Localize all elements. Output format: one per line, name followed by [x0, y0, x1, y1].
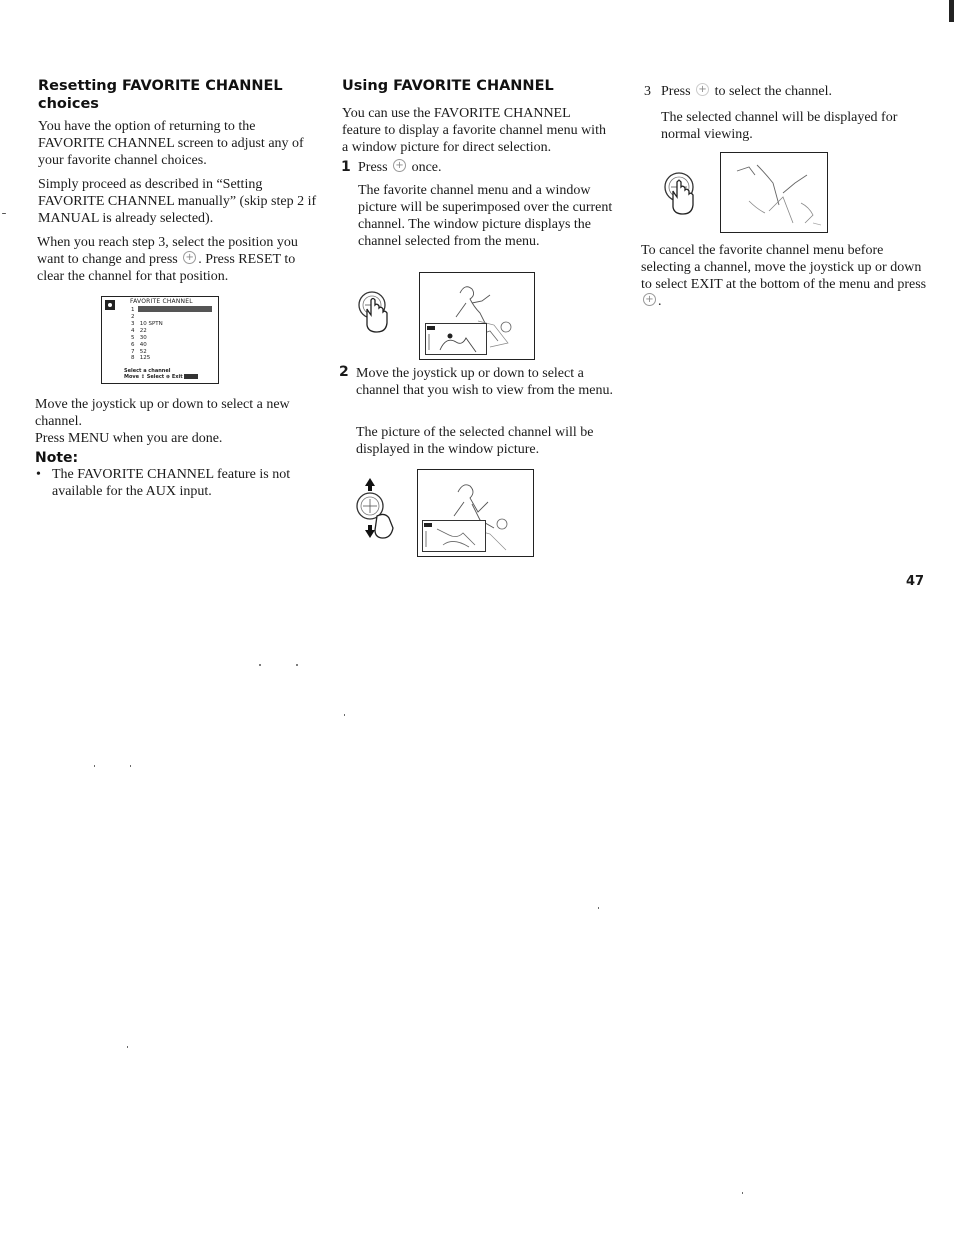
menu-footer — [124, 374, 198, 380]
step-1-text-b: once. — [411, 160, 442, 175]
menu-row: 5 30 — [131, 335, 147, 341]
scan-speck — [94, 765, 95, 767]
joystick-press-icon — [659, 167, 709, 219]
section-heading-resetting: Resetting FAVORITE CHANNEL choices — [38, 78, 283, 112]
menu-title: FAVORITE CHANNEL — [130, 298, 193, 305]
left-para-1-text: You have the option of returning to the FAVORITE CHANNEL screen to adjust any of your favorite channel choices. — [38, 119, 304, 168]
step-1-number: 1 — [341, 159, 351, 175]
scan-speck — [344, 714, 345, 716]
joystick-button-icon — [696, 83, 709, 96]
joystick-press-icon — [355, 285, 405, 340]
joystick-updown-icon — [353, 476, 405, 542]
left-para-2 — [38, 176, 320, 227]
menu-tv-icon — [105, 300, 115, 310]
step-2-number: 2 — [339, 364, 349, 380]
joystick-button-icon — [183, 251, 196, 264]
step-3-number: 3 — [644, 84, 651, 99]
menu-select-text: Select a channel — [124, 368, 171, 374]
left-para-4a-text: Move the joystick up or down to select a new channel. — [35, 397, 290, 429]
scan-speck — [127, 1046, 128, 1048]
left-para-3-text-a: When you reach step 3, select the position you want to change and press — [37, 235, 298, 267]
joystick-button-icon — [393, 159, 406, 172]
step-3-detail: The selected channel will be displayed for normal viewing. — [661, 110, 898, 142]
scan-speck — [742, 1192, 743, 1194]
window-picture-inset — [425, 323, 487, 355]
scan-speck — [598, 907, 599, 909]
step-3-text-a: Press — [661, 84, 691, 99]
menu-row: 4 22 — [131, 328, 147, 334]
tv-screen-illustration-3 — [720, 152, 828, 233]
scan-speck — [259, 664, 261, 666]
menu-row: 1 — [131, 307, 135, 313]
left-para-4 — [35, 396, 320, 447]
step-1-text-a: Press — [358, 160, 388, 175]
left-para-1 — [38, 118, 318, 169]
cancel-text-b: . — [658, 294, 662, 309]
tv-screen-illustration-1 — [419, 272, 535, 360]
menu-row: 7 52 — [131, 349, 147, 355]
window-picture-drawing-2 — [423, 521, 485, 551]
note-heading: Note: — [35, 450, 79, 466]
joystick-button-icon — [643, 293, 656, 306]
menu-row: 3 10 SPTN — [131, 321, 163, 327]
left-para-4b-text: Press MENU when you are done. — [35, 431, 223, 446]
cancel-paragraph — [641, 242, 927, 310]
middle-intro: You can use the FAVORITE CHANNEL feature to display a favorite channel menu with a window picture for direct selection. — [342, 106, 606, 155]
left-para-3 — [37, 234, 313, 285]
section-heading-using: Using FAVORITE CHANNEL — [342, 78, 554, 94]
scan-speck — [296, 664, 298, 666]
menu-row: 8 125 — [131, 355, 151, 361]
menu-row: 2 — [131, 314, 135, 320]
window-picture-inset-2 — [422, 520, 486, 552]
left-para-3-text-b: . Press RESET to clear the channel for that position. — [37, 252, 296, 284]
menu-footer-text: Move ↕ Select ⊕ Exit — [124, 374, 183, 380]
scan-speck — [130, 765, 131, 767]
menu-row: 6 40 — [131, 342, 147, 348]
step-3-text-b: to select the channel. — [714, 84, 832, 99]
step-2-detail: The picture of the selected channel will be displayed in the window picture. — [356, 425, 594, 457]
page-edge-mark — [949, 0, 954, 22]
left-para-2-text: Simply proceed as described in “Setting FAVORITE CHANNEL manually” (skip step 2 if MANUAL is already selected). — [38, 177, 317, 226]
tv-screen-illustration-2 — [417, 469, 534, 557]
favorite-channel-menu-illustration — [101, 296, 219, 384]
note-bullet: • — [36, 467, 41, 482]
window-picture-drawing — [426, 324, 486, 354]
tv-scene-drawing-3 — [721, 153, 827, 232]
cancel-text-a: To cancel the favorite channel menu before selecting a channel, move the joystick up or down to select EXIT at the bottom of the menu and press — [641, 243, 927, 292]
note-text: The FAVORITE CHANNEL feature is not available for the AUX input. — [52, 467, 291, 499]
menu-exit-box — [184, 374, 198, 379]
menu-highlight-bar — [138, 306, 212, 312]
step-2-text: Move the joystick up or down to select a channel that you wish to view from the menu. — [356, 366, 613, 398]
page-number: 47 — [906, 574, 925, 589]
scan-speck — [2, 213, 6, 214]
step-1-detail: The favorite channel menu and a window picture will be superimposed over the current channel. The window picture displays the channel selected from the menu. — [358, 183, 613, 249]
step-1-text — [358, 159, 442, 176]
step-3-text — [661, 83, 832, 100]
